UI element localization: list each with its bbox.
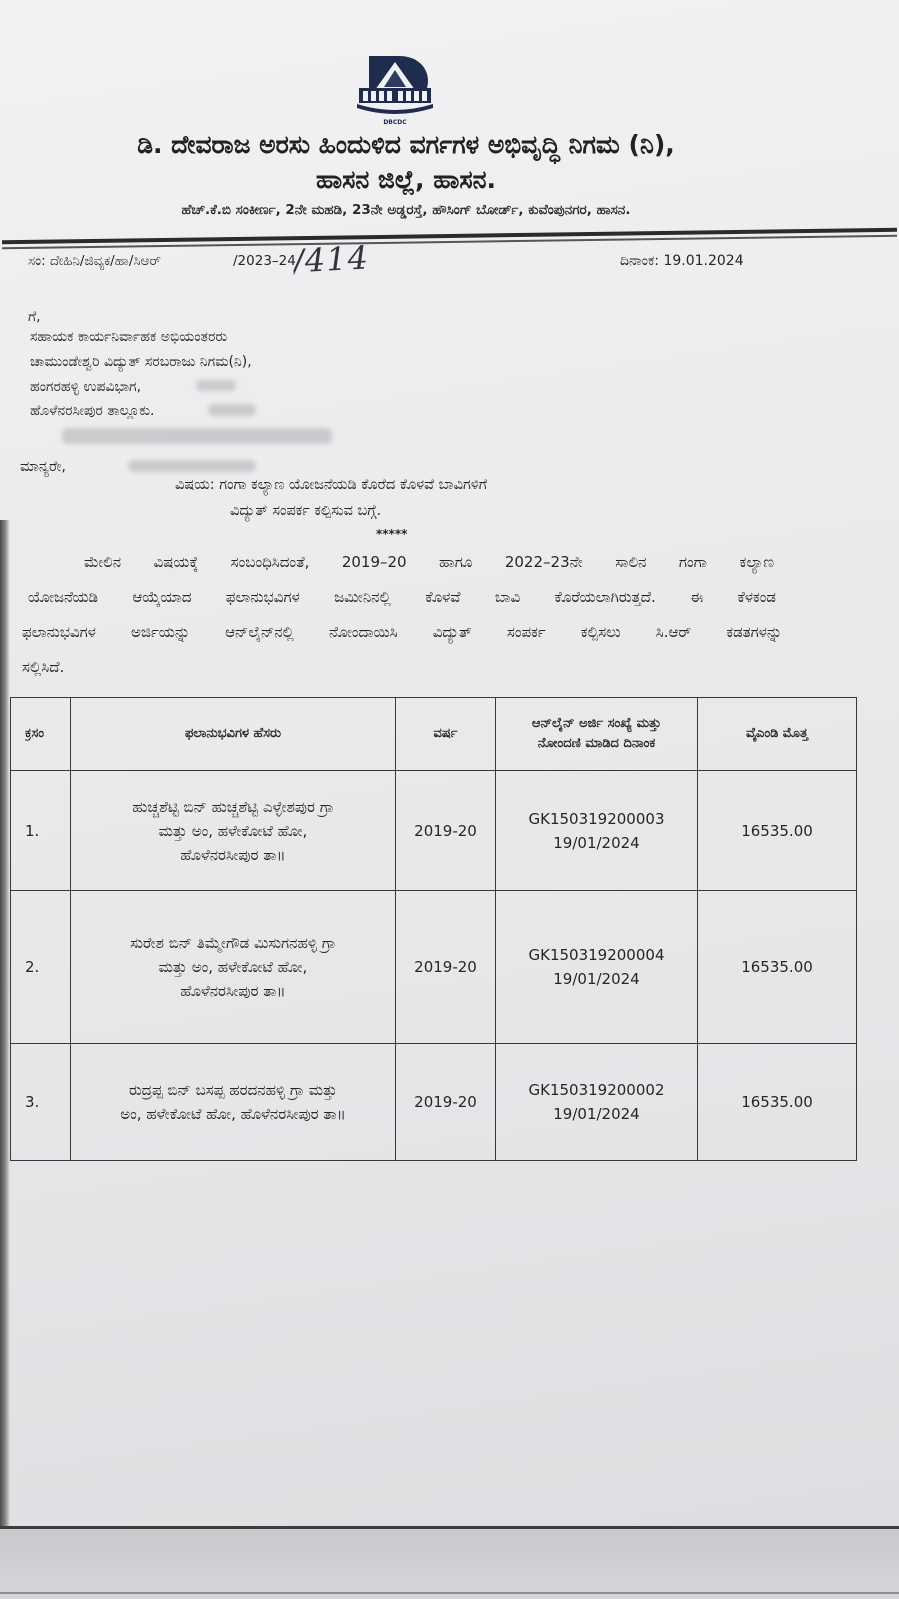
name-line: ಮತ್ತು ಅಂ, ಹಳೇಕೋಟೆ ಹೋ,	[158, 821, 308, 840]
page-bottom-edge	[0, 1526, 899, 1529]
logo-emblem-icon	[355, 54, 435, 126]
body-paragraph-line: ಮೇಲಿನ ವಿಷಯಕ್ಕೆ ಸಂಬಂಧಿಸಿದಂತೆ, 2019–20 ಹಾಗೂ 2022–23ನೇ ಸಾಲಿನ ಗಂಗಾ ಕಲ್ಯಾಣ	[84, 553, 774, 571]
smudged-text	[62, 428, 332, 444]
recipient-line: ಸಹಾಯಕ ಕಾರ್ಯನಿರ್ವಾಹಕ ಅಭಿಯಂತರರು	[30, 329, 228, 345]
reference-number: ಸಂ: ದೇಹಿನಿ/ಜಿವ್ಯಕ/ಹಾ/ಸಿಆರ್	[28, 253, 161, 269]
organization-logo	[355, 54, 435, 126]
header-label: ಫಲಾನುಭವಿಗಳ ಹೆಸರು	[184, 726, 282, 741]
body-paragraph-line: ಫಲಾನುಭವಿಗಳ ಅರ್ಜಿಯನ್ನು ಆನ್‌ಲೈನ್‌ನಲ್ಲಿ ನೋಂದಾಯಿಸಿ ವಿದ್ಯುತ್ ಸಂಪರ್ಕ ಕಲ್ಪಿಸಲು ಸಿ.ಆರ್ ಕಡತಗಳನ್ನು	[22, 623, 782, 641]
name-line: ರುದ್ರಪ್ಪ ಬಿನ್ ಬಸಪ್ಪ ಹರದನಹಳ್ಳಿ ಗ್ರಾ ಮತ್ತು	[128, 1081, 338, 1099]
application-number: GK150319200004	[528, 946, 665, 964]
beneficiary-table	[10, 697, 857, 1161]
recipient-line: ಹೊಳೆನರಸೀಪುರ ತಾಲ್ಲೂಕು.	[30, 403, 155, 419]
table-header-amount	[698, 698, 857, 771]
registered-date: 19/01/2024	[553, 1105, 640, 1123]
amount-cell: 16535.00	[698, 1044, 857, 1161]
table-header-beneficiary-name	[71, 698, 396, 771]
year-cell: 2019-20	[396, 1044, 496, 1161]
table-row	[11, 891, 857, 1044]
year-cell: 2019-20	[396, 891, 496, 1044]
name-line: ಸುರೇಶ ಬಿನ್ ತಿಮ್ಮೇಗೌಡ ಮಿಸುಗನಹಳ್ಳಿ ಗ್ರಾ	[130, 934, 336, 952]
subject-text: ಗಂಗಾ ಕಲ್ಯಾಣ ಯೋಜನೆಯಡಿ ಕೊರೆದ ಕೊಳವೆ ಬಾವಿಗಳಿಗೆ	[219, 477, 488, 493]
organization-name: ಡಿ. ದೇವರಾಜ ಅರಸು ಹಿಂದುಳಿದ ವರ್ಗಗಳ ಅಭಿವೃದ್ಧಿ ನಿಗಮ (ನಿ),	[137, 130, 675, 159]
registered-date: 19/01/2024	[553, 833, 640, 852]
reference-year: /2023–24	[233, 253, 296, 269]
application-number: GK150319200003	[528, 809, 665, 828]
serial-cell: 1.	[11, 771, 71, 891]
header-label: ವರ್ಷ	[433, 726, 458, 741]
subject-label: ವಿಷಯ:	[175, 477, 215, 493]
date-value: 19.01.2024	[663, 253, 744, 269]
subject-line	[175, 473, 655, 497]
application-cell	[496, 771, 698, 891]
district-name: ಹಾಸನ ಜಿಲ್ಲೆ, ಹಾಸನ.	[315, 165, 497, 194]
office-address: ಹೆಚ್.ಕೆ.ಬಿ ಸಂಕೀರ್ಣ, 2ನೇ ಮಹಡಿ, 23ನೇ ಅಡ್ಡರಸ್ತೆ, ಹೌಸಿಂಗ್ ಬೋರ್ಡ್, ಕುವೆಂಪುನಗರ, ಹಾಸನ.	[181, 202, 631, 218]
registered-date: 19/01/2024	[553, 970, 640, 988]
underlying-sheet	[0, 1529, 899, 1599]
recipient-to: ಗೆ,	[28, 309, 41, 325]
name-line: ಮತ್ತು ಅಂ, ಹಳೇಕೋಟೆ ಹೋ,	[158, 958, 308, 976]
body-paragraph-line: ಸಲ್ಲಿಸಿದೆ.	[22, 658, 65, 676]
amount-cell: 16535.00	[698, 771, 857, 891]
handwritten-reference-number: /414	[292, 238, 370, 281]
name-line: ಹುಚ್ಚಶೆಟ್ಟಿ ಬಿನ್ ಹುಚ್ಚಶೆಟ್ಟಿ ಎಳ್ಳೇಶಪುರ ಗ್ರಾ	[132, 797, 334, 816]
letter-date	[620, 250, 790, 272]
smudged-text	[208, 404, 256, 416]
binder-edge-shadow	[0, 520, 10, 1526]
table-row	[11, 771, 857, 891]
name-line: ಹೊಳೆನರಸೀಪುರ ತಾ॥	[180, 845, 286, 864]
application-cell	[496, 891, 698, 1044]
name-line: ಅಂ, ಹಳೇಕೋಟೆ ಹೋ, ಹೊಳೆನರಸೀಪುರ ತಾ॥	[120, 1105, 346, 1123]
table-header-application	[496, 698, 698, 771]
subject-separator: *****	[376, 527, 408, 541]
serial-cell: 3.	[11, 1044, 71, 1161]
header-label: ಕ್ರಸಂ	[25, 726, 45, 741]
date-label: ದಿನಾಂಕ:	[620, 253, 659, 269]
header-label: ಆನ್‌ಲೈನ್ ಅರ್ಜಿ ಸಂಖ್ಯೆ ಮತ್ತು	[531, 716, 662, 731]
table-header-serial	[11, 698, 71, 771]
beneficiary-name-cell	[71, 891, 396, 1044]
underlying-sheet-edge	[0, 1592, 899, 1594]
logo-lettering: DBCDC	[383, 119, 407, 126]
application-cell	[496, 1044, 698, 1161]
beneficiary-name-cell	[71, 771, 396, 891]
header-label: ವೈಎಂಡಿ ಮೊತ್ತ	[746, 726, 808, 741]
table-row	[11, 1044, 857, 1161]
application-number: GK150319200002	[528, 1081, 665, 1099]
year-cell: 2019-20	[396, 771, 496, 891]
subject-line-continued: ವಿದ್ಯುತ್ ಸಂಪರ್ಕ ಕಲ್ಪಿಸುವ ಬಗ್ಗೆ.	[230, 503, 382, 519]
smudged-text	[128, 460, 256, 472]
body-paragraph-line: ಯೋಜನೆಯಡಿ ಆಯ್ಕೆಯಾದ ಫಲಾನುಭವಿಗಳ ಜಮೀನಿನಲ್ಲಿ ಕೊಳವೆ ಬಾವಿ ಕೊರೆಯಲಾಗಿರುತ್ತದೆ. ಈ ಕೆಳಕಂಡ	[28, 588, 776, 606]
recipient-line: ಹಂಗರಹಳ್ಳಿ ಉಪವಿಭಾಗ,	[30, 379, 142, 395]
serial-cell: 2.	[11, 891, 71, 1044]
table-header-year	[396, 698, 496, 771]
recipient-line: ಚಾಮುಂಡೇಶ್ವರಿ ವಿದ್ಯುತ್ ಸರಬರಾಜು ನಿಗಮ(ನಿ),	[30, 354, 252, 370]
salutation: ಮಾನ್ಯರೇ,	[20, 459, 67, 475]
name-line: ಹೊಳೆನರಸೀಪುರ ತಾ॥	[180, 982, 286, 1000]
amount-cell: 16535.00	[698, 891, 857, 1044]
table-header-row	[11, 698, 857, 771]
header-label: ನೋಂದಣಿ ಮಾಡಿದ ದಿನಾಂಕ	[537, 736, 656, 751]
smudged-text	[196, 380, 236, 391]
beneficiary-name-cell	[71, 1044, 396, 1161]
